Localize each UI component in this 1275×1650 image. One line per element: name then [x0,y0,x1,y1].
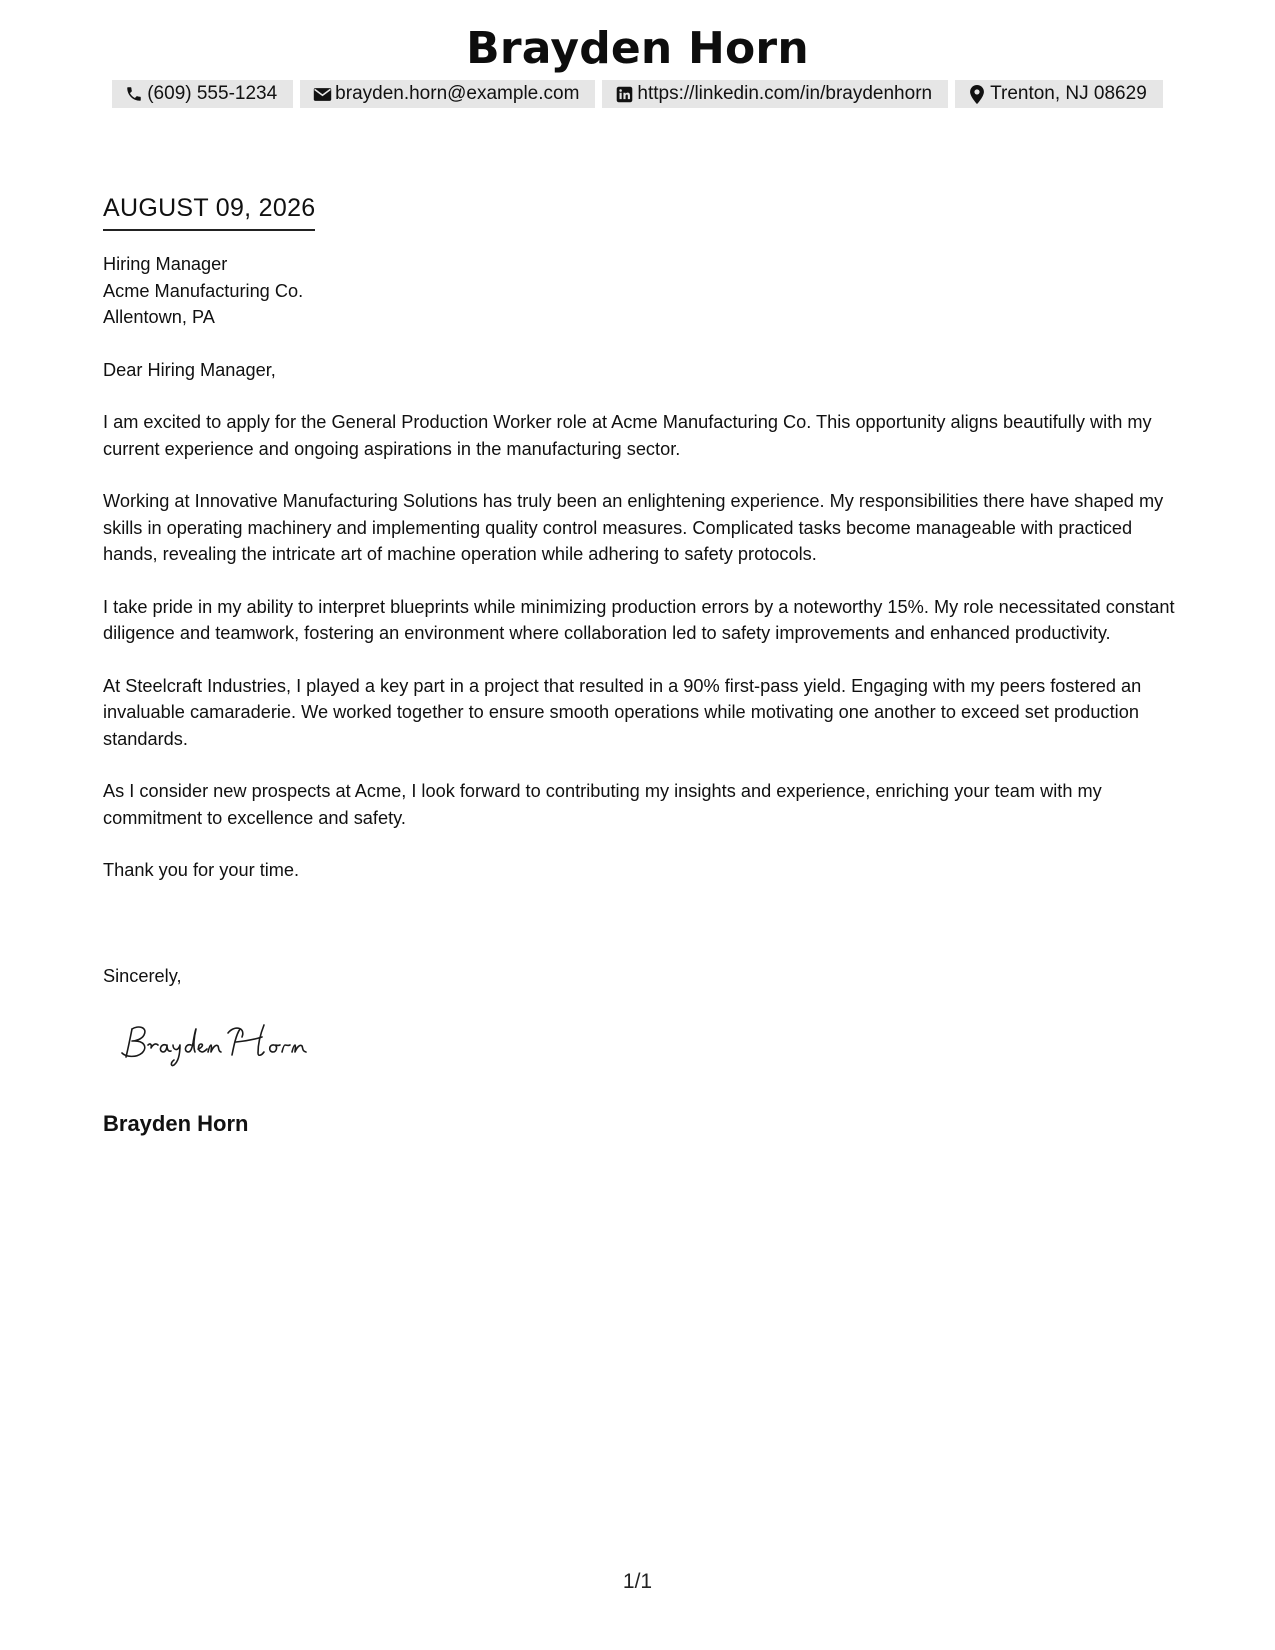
location-text: Trenton, NJ 08629 [990,83,1147,104]
salutation: Dear Hiring Manager, [103,359,276,380]
phone-text: (609) 555-1234 [147,83,278,104]
applicant-name-heading: Brayden Horn [466,23,809,74]
valediction: Sincerely, [103,966,182,986]
contact-bar [0,80,1275,108]
phone-icon [124,84,144,104]
page-number: 1/1 [622,1570,653,1593]
paragraph-steelcraft: At Steelcraft Industries, I played a key part in a project that resulted in a 90% first-pass yield. Engaging with my peers fostered an invaluable camaraderie. We worked together to ensure smooth operations while motivating one another to exceed set production standards. [103,675,1142,749]
contact-linkedin[interactable] [602,80,948,108]
linkedin-text: https://linkedin.com/in/braydenhorn [637,83,933,104]
recipient-title: Hiring Manager [103,254,228,274]
recipient-block [103,251,1178,331]
email-text: brayden.horn@example.com [335,83,580,104]
paragraph-experience: Working at Innovative Manufacturing Solutions has truly been an enlightening experience. My responsibilities there have shaped my skills in operating machinery and implementing quality control measures. Complicated tasks become manageable with practiced hands, revealing the intricate art of machine operation while adhering to safety protocols. [103,491,1164,564]
handwritten-signature [118,1015,358,1075]
thank-you-line: Thank you for your time. [103,860,300,880]
contact-phone[interactable] [112,80,293,108]
paragraph-closing: As I consider new prospects at Acme, I look forward to contributing my insights and experience, enriching your team with my commitment to excellence and safety. [103,781,1102,828]
contact-email[interactable] [300,80,595,108]
contact-location[interactable] [955,80,1163,108]
letter-date: AUGUST 09, 2026 [103,193,315,231]
recipient-location: Allentown, PA [103,307,215,327]
recipient-company: Acme Manufacturing Co. [103,280,304,301]
linkedin-icon [614,84,634,104]
envelope-icon [312,84,332,104]
map-pin-icon [967,84,987,104]
signed-name: Brayden Horn [103,1111,249,1136]
paragraph-intro: I am excited to apply for the General Production Worker role at Acme Manufacturing Co. This opportunity aligns beautifully with my current experience and ongoing aspirations in the manufacturing sector. [103,412,1152,459]
paragraph-achievements: I take pride in my ability to interpret blueprints while minimizing production errors by a noteworthy 15%. My role necessitated constant diligence and teamwork, fostering an environment where collaboration led to safety improvements and enhanced productivity. [103,596,1175,643]
letter-body [103,251,1178,884]
